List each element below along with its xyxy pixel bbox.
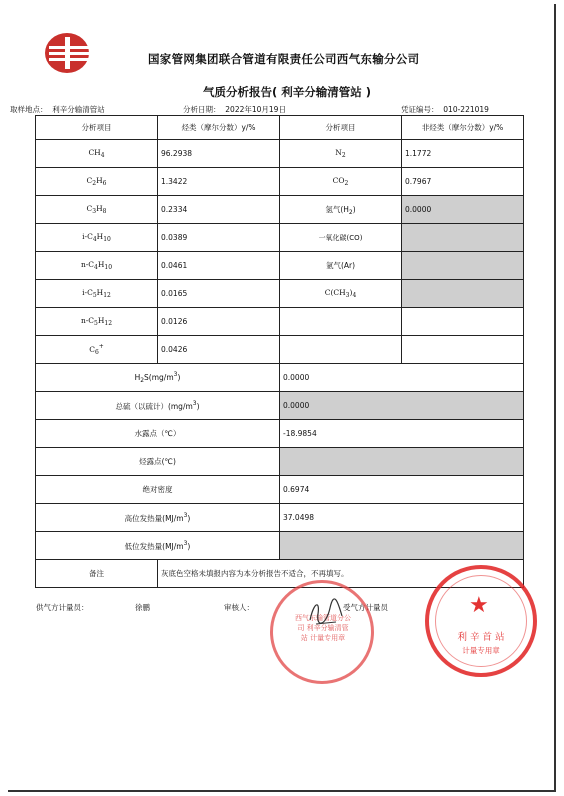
property-lower-heating-value: 低位发热量$(MJ/m^3)$ — [36, 532, 280, 560]
table-row — [36, 336, 524, 364]
remark-text: 灰底色空格未填报内容为本分析报告不适合，不再填写。 — [158, 560, 524, 588]
pipechina-logo — [43, 31, 95, 75]
header-item-1: 分析项目 — [36, 116, 158, 140]
table-row — [36, 280, 524, 308]
table-row — [36, 392, 524, 420]
analysis-date: 分析日期： 2022年10月19日 — [183, 105, 286, 114]
value-ar — [402, 252, 524, 280]
value-c3h8: 0.2334 — [158, 196, 280, 224]
company-name: 国家管网集团联合管道有限责任公司西气东输分公司 — [148, 52, 420, 66]
table-row — [36, 476, 524, 504]
left-stamp-text: 西气东输管道分公司 利辛分输清管站 计量专用章 — [295, 614, 351, 642]
value-i-c4h10: 0.0389 — [158, 224, 280, 252]
component-n-c4h10: $n-C_4H_{10}$ — [36, 252, 158, 280]
report-title: 气质分析报告( 利辛分输清管站 ) — [203, 85, 372, 99]
component-neopentane: $C(CH_3)_4$ — [280, 280, 402, 308]
value-hc-dewpoint — [280, 448, 524, 476]
value-n-c5h12: 0.0126 — [158, 308, 280, 336]
value-n-c4h10: 0.0461 — [158, 252, 280, 280]
right-stamp-station: 利 辛 首 站 — [457, 632, 505, 643]
component-n-c5h12: $n-C_5H_{12}$ — [36, 308, 158, 336]
component-empty — [280, 336, 402, 364]
receiver-meter-label: 受气方计量员 — [343, 603, 388, 612]
component-i-c5h12: $i-C_5H_{12}$ — [36, 280, 158, 308]
component-i-c4h10: $i-C_4H_{10}$ — [36, 224, 158, 252]
remark-label: 备注 — [36, 560, 158, 588]
reviewer-label: 审核人： — [224, 603, 254, 612]
table-row — [36, 364, 524, 392]
table-header-row — [36, 116, 524, 140]
value-absolute-density: 0.6974 — [280, 476, 524, 504]
table-row — [36, 448, 524, 476]
value-ch4: 96.2938 — [158, 140, 280, 168]
table-row — [36, 252, 524, 280]
value-higher-heating-value: 37.0498 — [280, 504, 524, 532]
header-item-2: 分析项目 — [280, 116, 402, 140]
component-ar: 氩气(Ar) — [280, 252, 402, 280]
value-total-sulfur: 0.0000 — [280, 392, 524, 420]
property-water-dewpoint: 水露点（℃） — [36, 420, 280, 448]
table-row — [36, 420, 524, 448]
property-absolute-density: 绝对密度 — [36, 476, 280, 504]
header-nonhydrocarbon: 非烃类（摩尔分数）y/% — [402, 116, 524, 140]
table-row — [36, 504, 524, 532]
sampling-location: 取样地点： 利辛分输清管站 — [10, 105, 105, 114]
component-co2: $CO_2$ — [280, 168, 402, 196]
value-water-dewpoint: -18.9854 — [280, 420, 524, 448]
voucher-number: 凭证编号： 010-221019 — [401, 105, 489, 114]
star-icon: ★ — [469, 593, 489, 618]
reviewer-signature — [306, 596, 346, 630]
table-row — [36, 140, 524, 168]
table-row — [36, 308, 524, 336]
property-higher-heating-value: 高位发热量$(MJ/m^3)$ — [36, 504, 280, 532]
table-row — [36, 224, 524, 252]
value-empty — [402, 308, 524, 336]
component-c6plus: $C_6^+$ — [36, 336, 158, 364]
component-c2h6: $C_2H_6$ — [36, 168, 158, 196]
table-row — [36, 196, 524, 224]
value-h2: 0.0000 — [402, 196, 524, 224]
supplier-meter-name: 徐鹏 — [135, 603, 150, 612]
table-row — [36, 532, 524, 560]
value-h2s: 0.0000 — [280, 364, 524, 392]
component-co: 一氧化碳(CO) — [280, 224, 402, 252]
header-hydrocarbon: 烃类（摩尔分数）y/% — [158, 116, 280, 140]
value-neopentane — [402, 280, 524, 308]
component-ch4: $CH_4$ — [36, 140, 158, 168]
value-n2: 1.1772 — [402, 140, 524, 168]
table-row — [36, 168, 524, 196]
analysis-table — [35, 115, 524, 588]
component-n2: $N_2$ — [280, 140, 402, 168]
component-h2: 氢气$(H_2)$ — [280, 196, 402, 224]
supplier-meter-label: 供气方计量员： — [36, 603, 89, 612]
value-c2h6: 1.3422 — [158, 168, 280, 196]
right-stamp-purpose: 计量专用章 — [462, 646, 500, 655]
value-lower-heating-value — [280, 532, 524, 560]
value-co2: 0.7967 — [402, 168, 524, 196]
component-empty — [280, 308, 402, 336]
property-h2s: $H_2S(mg/m^3)$ — [36, 364, 280, 392]
property-total-sulfur: 总硫（以硫计）$(mg/m^3)$ — [36, 392, 280, 420]
property-hc-dewpoint: 烃露点(℃) — [36, 448, 280, 476]
value-empty — [402, 336, 524, 364]
value-c6plus: 0.0426 — [158, 336, 280, 364]
right-official-stamp — [425, 565, 537, 677]
component-c3h8: $C_3H_8$ — [36, 196, 158, 224]
value-co — [402, 224, 524, 252]
value-i-c5h12: 0.0165 — [158, 280, 280, 308]
